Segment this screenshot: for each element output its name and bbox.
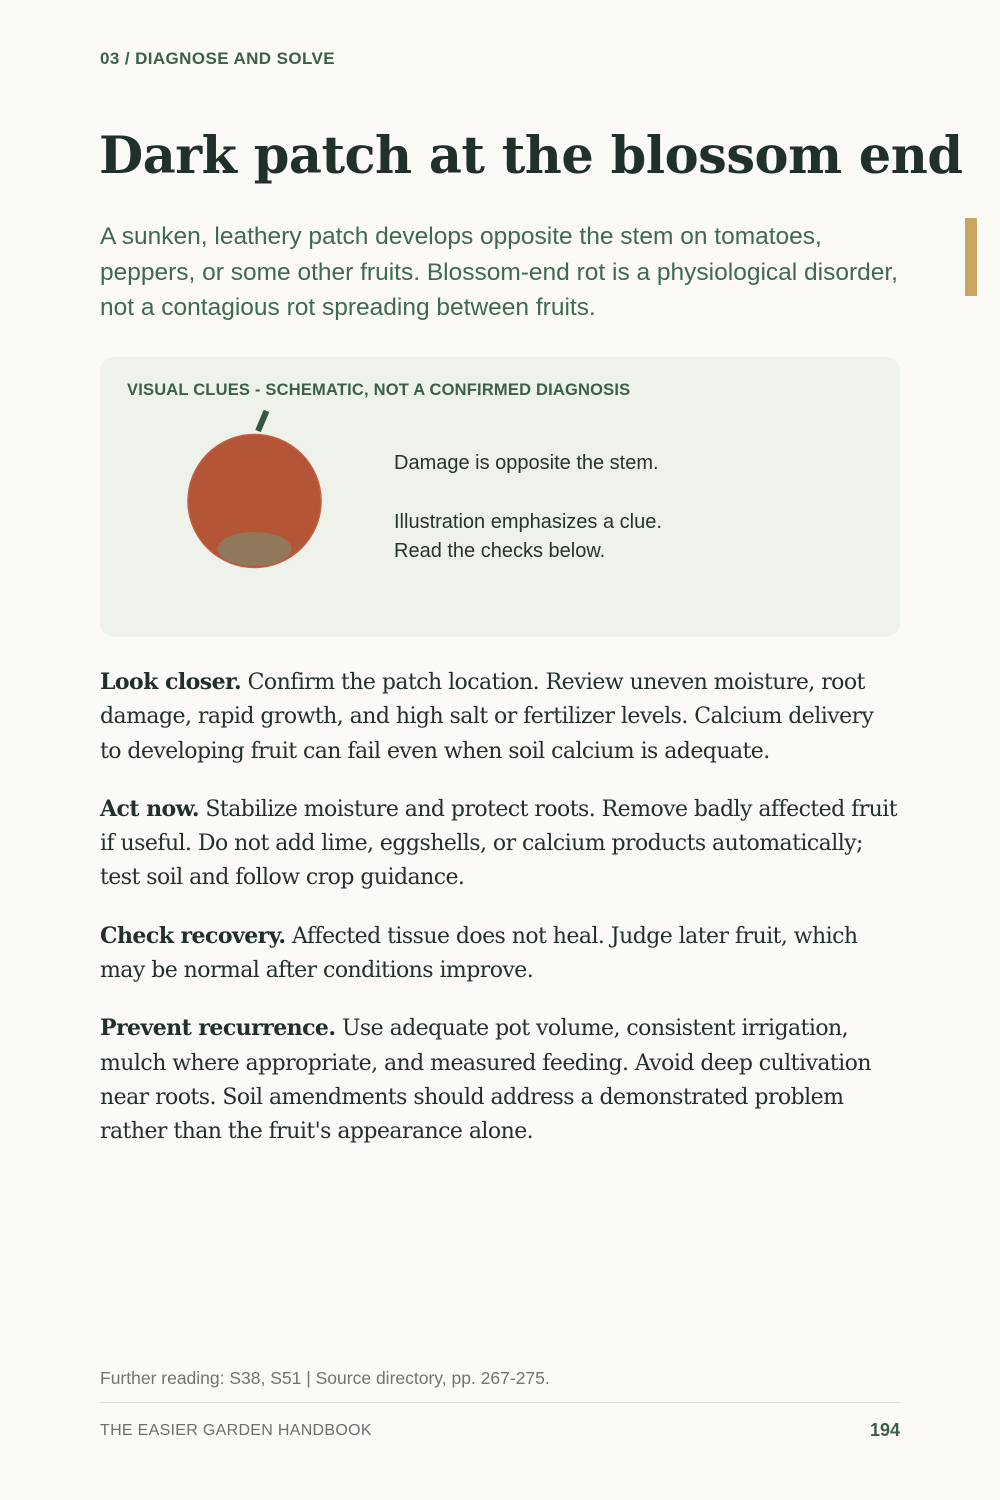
visual-clues-panel bbox=[100, 357, 900, 637]
section-label: 03 / DIAGNOSE AND SOLVE bbox=[100, 49, 335, 68]
clue-emphasis-text: Illustration emphasizes a clue. bbox=[394, 511, 662, 533]
intro-paragraph: A sunken, leathery patch develops opposite the stem on tomatoes, peppers, or some other fruits. Blossom-end rot is a physiological disorder, not a contagious rot spreading between fruits. bbox=[100, 223, 898, 321]
step-heading: Look closer. bbox=[100, 669, 242, 695]
step-look-closer bbox=[100, 665, 900, 769]
step-heading: Check recovery. bbox=[100, 922, 286, 949]
step-heading: Prevent recurrence. bbox=[100, 1015, 336, 1042]
step-body: Stabilize moisture and protect roots. Remove badly affected fruit if useful. Do not add lime, eggshells, or calcium products automatically; test soil and follow crop guidance. bbox=[100, 796, 898, 891]
step-body: Use adequate pot volume, consistent irrigation, mulch where appropriate, and measured feeding. Avoid deep cultivation near roots. Soil amendments should address a demonstrated problem rather than the fruit's appearance alone. bbox=[100, 1016, 871, 1145]
clue-location-text: Damage is opposite the stem. bbox=[394, 452, 659, 474]
further-reading: Further reading: S38, S51 | Source directory, pp. 267-275. bbox=[100, 1368, 550, 1388]
page-title: Dark patch at the blossom end bbox=[99, 126, 963, 186]
diagnosis-steps bbox=[100, 665, 900, 1173]
blossom-end-patch bbox=[218, 532, 292, 566]
section-tab-marker bbox=[965, 218, 977, 296]
fruit-stem bbox=[258, 411, 267, 431]
step-check-recovery bbox=[100, 919, 900, 989]
step-prevent-recurrence bbox=[100, 1011, 900, 1149]
book-title: THE EASIER GARDEN HANDBOOK bbox=[100, 1422, 372, 1439]
step-body: Affected tissue does not heal. Judge later fruit, which may be normal after conditions improve. bbox=[100, 923, 858, 984]
fruit-with-blossom-end-patch-icon bbox=[180, 407, 330, 577]
step-heading: Act now. bbox=[100, 795, 199, 822]
page-number: 194 bbox=[869, 1420, 900, 1440]
footer-divider bbox=[100, 1402, 900, 1403]
visual-clues-heading: VISUAL CLUES - SCHEMATIC, NOT A CONFIRMED DIAGNOSIS bbox=[127, 381, 631, 399]
step-body: Confirm the patch location. Review uneven moisture, root damage, rapid growth, and high salt or fertilizer levels. Calcium delivery to developing fruit can fail even when soil calcium is adequate. bbox=[100, 670, 874, 764]
clue-read-checks-text: Read the checks below. bbox=[394, 540, 606, 562]
step-act-now bbox=[100, 792, 900, 896]
